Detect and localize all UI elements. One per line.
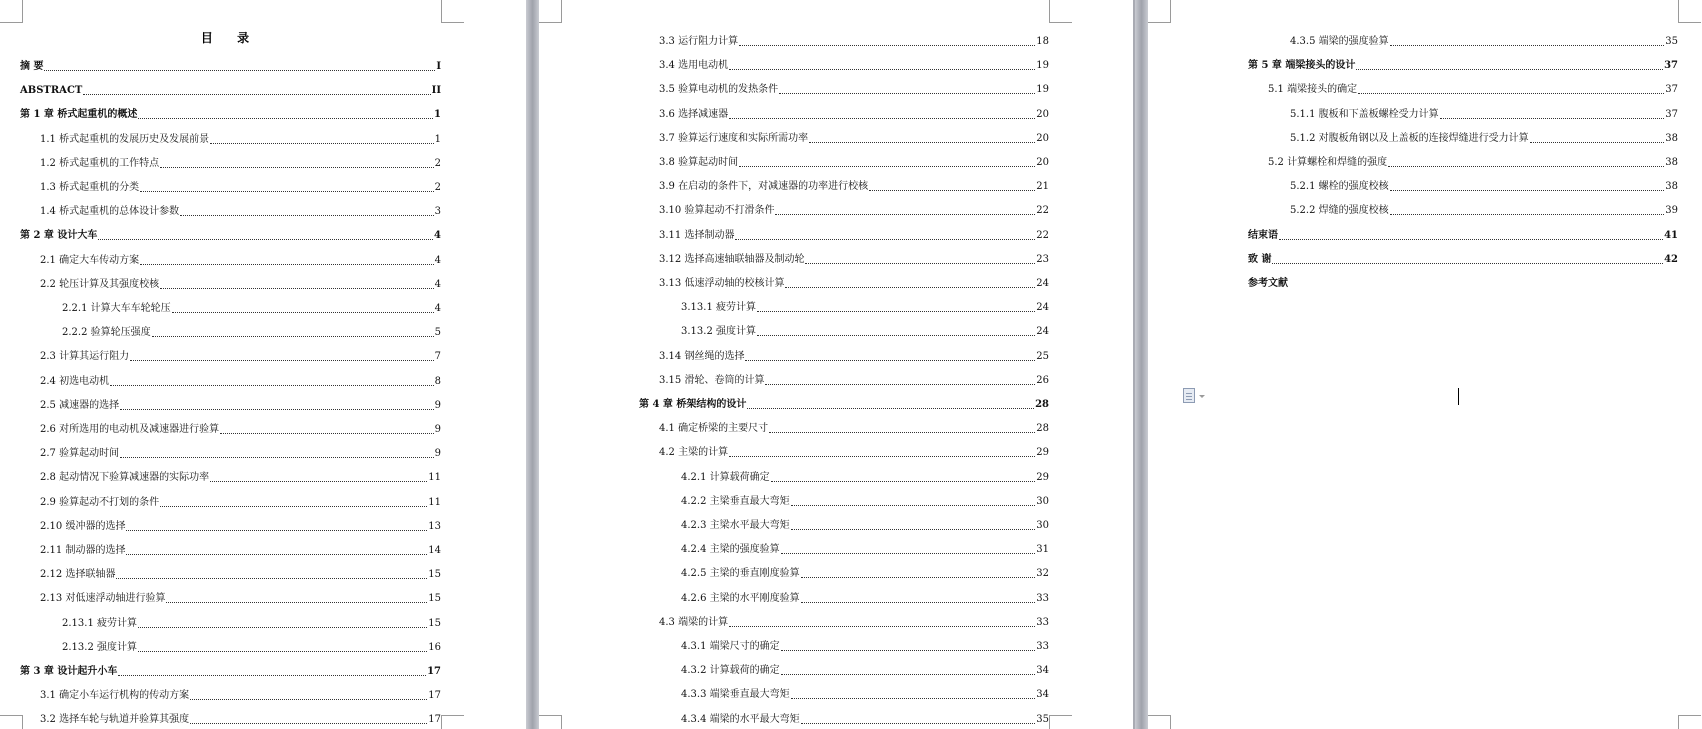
toc-entry-label: 5.2.1 螺栓的强度校核 [1290, 181, 1389, 193]
toc-entry[interactable] [681, 302, 1049, 314]
toc-entry-label: 2.4 初选电动机 [40, 375, 110, 387]
toc-leader-dots [739, 166, 1035, 167]
toc-leader-dots [140, 264, 434, 265]
toc-page-number: 17 [427, 666, 441, 677]
toc-entry[interactable] [1268, 84, 1678, 96]
toc-entry-label: 4.2.6 主梁的水平刚度验算 [681, 592, 800, 604]
toc-leader-dots [120, 457, 434, 458]
toc-entry-label: 2.13.1 疲劳计算 [62, 617, 137, 629]
toc-leader-dots [729, 626, 1035, 627]
toc-entry[interactable] [659, 230, 1049, 242]
toc-entry[interactable] [681, 593, 1049, 605]
toc-entry[interactable] [40, 569, 441, 581]
paste-options-icon[interactable] [1183, 388, 1195, 403]
toc-leader-dots [98, 239, 433, 240]
toc-entry-label: 1.2 桥式起重机的工作特点 [40, 157, 160, 169]
toc-page-number: 29 [1036, 471, 1049, 483]
chevron-down-icon[interactable] [1199, 395, 1205, 398]
toc-entry-label: 2.2.1 计算大车车轮轮压 [62, 303, 171, 314]
toc-entry-label: 2.8 起动情况下验算减速器的实际功率 [40, 472, 210, 484]
toc-leader-dots [1530, 142, 1665, 143]
toc-entry[interactable] [659, 181, 1049, 193]
toc-entry-label: 3.2 选择车轮与轨道并验算其强度 [40, 714, 190, 726]
toc-entry-label: 第 5 章 端梁接头的设计 [1248, 60, 1356, 72]
toc-entry-label: 1.4 桥式起重机的总体设计参数 [40, 206, 180, 218]
toc-leader-dots [220, 433, 434, 434]
toc-leader-dots [739, 45, 1035, 46]
toc-page-number: 35 [1665, 36, 1678, 47]
toc-leader-dots [116, 578, 427, 579]
toc-entry-label: 3.13.2 强度计算 [681, 326, 756, 338]
toc-page-number: 34 [1036, 665, 1049, 677]
toc-page-number: 38 [1665, 132, 1678, 144]
toc-page-number: 38 [1665, 181, 1678, 193]
toc-entry-label: 摘 要 [20, 61, 44, 72]
toc-page-number: 17 [428, 714, 441, 726]
toc-entry[interactable] [659, 36, 1049, 48]
toc-entry[interactable] [1290, 36, 1678, 48]
crop-mark [1049, 715, 1072, 729]
page-gutter [1135, 0, 1148, 729]
toc-entry[interactable] [62, 303, 441, 315]
toc-page-number: 1 [434, 109, 441, 121]
toc-entry-label: 4.3.3 端梁垂直最大弯矩 [681, 689, 790, 701]
toc-entry[interactable] [40, 255, 441, 267]
toc-entry-label: 4.2.2 主梁垂直最大弯矩 [681, 495, 790, 507]
toc-entry-label: 1.1 桥式起重机的发展历史及发展前景 [40, 133, 210, 145]
toc-entry[interactable] [1248, 230, 1678, 242]
toc-entry-label: 4.1 确定桥梁的主要尺寸 [659, 423, 769, 435]
toc-entry-label: 5.1 端梁接头的确定 [1268, 84, 1358, 96]
toc-entry[interactable] [659, 133, 1049, 145]
toc-leader-dots [1358, 93, 1664, 94]
toc-leader-dots [729, 69, 1035, 70]
toc-page-number: 21 [1036, 181, 1049, 193]
crop-mark [1678, 715, 1701, 729]
toc-leader-dots [735, 239, 1035, 240]
toc-leader-dots [779, 93, 1035, 94]
toc-page-number: 4 [434, 230, 441, 242]
crop-mark [1049, 0, 1072, 23]
toc-entry[interactable] [1290, 133, 1678, 145]
toc-entry-label: 2.11 制动器的选择 [40, 545, 126, 556]
toc-leader-dots [160, 506, 427, 507]
crop-mark [1148, 715, 1171, 729]
toc-entry[interactable] [40, 134, 441, 146]
toc-page-number: 15 [428, 593, 441, 605]
toc-page-number: 32 [1036, 568, 1049, 580]
toc-leader-dots [781, 650, 1036, 651]
toc-page-number: 16 [428, 641, 441, 653]
toc-leader-dots [110, 385, 434, 386]
toc-leader-dots [190, 699, 427, 700]
toc-entry[interactable] [40, 424, 441, 436]
toc-entry[interactable] [659, 109, 1049, 121]
toc-leader-dots [785, 287, 1035, 288]
toc-page-number: 33 [1036, 641, 1049, 652]
toc-leader-dots [160, 288, 434, 289]
toc-entry-label: 3.1 确定小车运行机构的传动方案 [40, 690, 190, 702]
toc-entry[interactable] [681, 472, 1049, 484]
toc-entry[interactable] [681, 689, 1049, 701]
toc-leader-dots [1440, 118, 1665, 119]
toc-leader-dots [791, 698, 1036, 699]
toc-page-number: 33 [1036, 616, 1049, 628]
toc-page-number: II [431, 85, 441, 97]
toc-entry[interactable] [659, 617, 1049, 629]
toc-page-number: 19 [1036, 60, 1049, 72]
toc-page-number: 9 [434, 424, 441, 435]
toc-heading: 目 录 [200, 31, 260, 45]
toc-entry-label: 2.13 对低速浮动轴进行验算 [40, 593, 166, 605]
toc-page-number: I [436, 61, 441, 72]
toc-entry[interactable] [40, 545, 441, 557]
toc-page-number: 34 [1036, 689, 1049, 701]
toc-entry[interactable] [1248, 60, 1678, 72]
toc-entry-label: 结束语 [1248, 229, 1278, 241]
toc-entry[interactable] [62, 327, 441, 339]
toc-leader-dots [729, 456, 1035, 457]
toc-entry[interactable] [62, 642, 441, 654]
toc-leader-dots [729, 118, 1035, 119]
toc-entry[interactable] [40, 400, 441, 412]
toc-leader-dots [138, 651, 427, 652]
toc-entry[interactable] [681, 641, 1049, 653]
toc-entry-label: 2.12 选择联轴器 [40, 569, 116, 581]
toc-leader-dots [166, 602, 427, 603]
toc-page-number: 4 [434, 303, 441, 314]
page-gutter [526, 0, 539, 729]
toc-page-number: 22 [1036, 205, 1049, 217]
toc-page-number: 39 [1665, 205, 1678, 217]
toc-page-number: 20 [1036, 108, 1049, 120]
toc-leader-dots [781, 674, 1036, 675]
toc-page-number: 30 [1036, 495, 1049, 507]
toc-leader-dots [130, 360, 434, 361]
toc-entry[interactable] [40, 472, 441, 484]
toc-entry-label: 3.3 运行阻力计算 [659, 36, 739, 47]
toc-leader-dots [781, 553, 1036, 554]
toc-page-number: 26 [1036, 374, 1049, 386]
toc-leader-dots [809, 142, 1035, 143]
toc-entry[interactable] [639, 399, 1049, 411]
toc-leader-dots [44, 70, 435, 71]
toc-page-number: 2 [434, 157, 441, 169]
toc-entry-label: 3.4 选用电动机 [659, 60, 729, 72]
toc-leader-dots [747, 408, 1034, 409]
toc-entry-label: 2.5 减速器的选择 [40, 399, 120, 411]
toc-page-number: 37 [1665, 84, 1678, 96]
toc-entry-label: 第 2 章 设计大车 [20, 230, 98, 242]
toc-entry-label: 4.2.1 计算载荷确定 [681, 471, 770, 483]
toc-leader-dots [118, 675, 426, 676]
toc-page-number: 42 [1664, 253, 1678, 265]
toc-leader-dots [1356, 69, 1663, 70]
toc-page-number: 33 [1036, 592, 1049, 604]
toc-entry-label: 4.2 主梁的计算 [659, 447, 729, 459]
toc-entry-label: 3.10 验算起动不打滑条件 [659, 205, 775, 217]
document-page-2[interactable] [539, 0, 1133, 729]
toc-page-number: 24 [1036, 278, 1049, 289]
toc-page-number: 2 [434, 182, 441, 193]
crop-mark [1678, 0, 1701, 23]
toc-leader-dots [1390, 214, 1665, 215]
document-page-3[interactable] [1148, 0, 1702, 729]
toc-page-number: 7 [434, 351, 441, 363]
toc-page-number: 9 [434, 399, 441, 411]
toc-entry[interactable] [659, 84, 1049, 96]
toc-page-number: 14 [428, 545, 441, 556]
toc-leader-dots [152, 336, 434, 337]
toc-page-number: 20 [1036, 157, 1049, 168]
toc-entry-label: 第 1 章 桥式起重机的概述 [20, 109, 138, 121]
toc-page-number: 37 [1665, 108, 1678, 120]
toc-entry-label: 3.11 选择制动器 [659, 229, 735, 241]
toc-leader-dots [138, 118, 433, 119]
toc-entry[interactable] [659, 423, 1049, 435]
document-page-1[interactable] [0, 0, 526, 729]
toc-leader-dots [775, 214, 1035, 215]
toc-leader-dots [1390, 45, 1665, 46]
toc-page-number: 11 [428, 472, 441, 484]
toc-page-number: 28 [1035, 399, 1049, 410]
toc-entry[interactable] [20, 61, 441, 73]
toc-entry-label: 4.3.1 端梁尺寸的确定 [681, 641, 780, 652]
toc-page-number: 41 [1664, 229, 1678, 241]
crop-mark [441, 715, 464, 729]
toc-entry-label: 第 4 章 桥架结构的设计 [639, 399, 747, 410]
toc-entry[interactable] [62, 618, 441, 630]
toc-entry-label: 2.9 验算起动不打划的条件 [40, 496, 160, 508]
toc-entry[interactable] [1290, 181, 1678, 193]
toc-leader-dots [1272, 263, 1663, 264]
toc-page-number: 24 [1036, 326, 1049, 338]
toc-entry[interactable] [681, 714, 1049, 726]
toc-entry[interactable] [659, 205, 1049, 217]
toc-entry[interactable] [1248, 254, 1678, 266]
toc-entry[interactable] [659, 375, 1049, 387]
toc-entry-label: 3.8 验算起动时间 [659, 157, 739, 168]
toc-leader-dots [769, 432, 1035, 433]
toc-page-number: 8 [434, 375, 441, 387]
toc-page-number: 30 [1036, 520, 1049, 531]
crop-mark [539, 0, 562, 23]
crop-mark [0, 0, 23, 23]
toc-page-number: 23 [1036, 253, 1049, 265]
toc-page-number: 17 [428, 690, 441, 702]
toc-leader-dots [745, 360, 1035, 361]
toc-entry[interactable] [20, 230, 441, 242]
toc-leader-dots [757, 311, 1035, 312]
toc-leader-dots [120, 409, 434, 410]
toc-entry-label: 3.5 验算电动机的发热条件 [659, 84, 779, 96]
toc-entry[interactable] [659, 447, 1049, 459]
crop-mark [0, 715, 23, 729]
toc-entry[interactable] [40, 182, 441, 194]
toc-entry-label: 3.9 在启动的条件下，对减速器的功率进行校核 [659, 181, 869, 193]
toc-entry-label: 4.2.3 主梁水平最大弯矩 [681, 520, 790, 531]
toc-entry-label: 2.13.2 强度计算 [62, 641, 137, 653]
toc-entry-label: 3.7 验算运行速度和实际所需功率 [659, 132, 809, 144]
toc-entry-label: 2.6 对所选用的电动机及减速器进行验算 [40, 424, 220, 435]
toc-page-number: 1 [434, 133, 441, 145]
toc-leader-dots [1388, 166, 1664, 167]
toc-leader-dots [771, 481, 1036, 482]
toc-entry-label: 5.2 计算螺栓和焊缝的强度 [1268, 157, 1388, 168]
toc-leader-dots [801, 602, 1036, 603]
toc-leader-dots [801, 577, 1036, 578]
toc-entry[interactable] [659, 351, 1049, 363]
toc-entry-label: 5.2.2 焊缝的强度校核 [1290, 205, 1389, 217]
toc-entry[interactable] [40, 714, 441, 726]
toc-page-number: 28 [1036, 423, 1049, 435]
toc-entry[interactable] [40, 206, 441, 218]
toc-entry-label: 3.13.1 疲劳计算 [681, 302, 756, 314]
toc-entry[interactable] [40, 690, 441, 702]
toc-entry-label: 4.3.5 端梁的强度验算 [1290, 36, 1389, 47]
toc-page-number: 38 [1665, 157, 1678, 168]
toc-entry[interactable] [20, 109, 441, 121]
toc-entry[interactable] [659, 60, 1049, 72]
toc-leader-dots [791, 505, 1036, 506]
toc-leader-dots [869, 190, 1035, 191]
toc-entry[interactable] [40, 448, 441, 460]
toc-leader-dots [1390, 190, 1665, 191]
toc-page-number: 4 [434, 254, 441, 266]
toc-page-number: 11 [428, 496, 441, 508]
toc-entry-label: 4.3.2 计算载荷的确定 [681, 665, 780, 677]
toc-page-number: 5 [434, 327, 441, 339]
toc-entry-label: 3.13 低速浮动轴的校核计算 [659, 278, 785, 289]
toc-page-number: 22 [1036, 229, 1049, 241]
toc-page-number: 20 [1036, 132, 1049, 144]
toc-entry-label: 3.15 滑轮、卷筒的计算 [659, 374, 765, 386]
toc-entry[interactable] [659, 278, 1049, 290]
toc-entry[interactable] [1290, 109, 1678, 121]
toc-leader-dots [210, 143, 434, 144]
toc-entry[interactable] [40, 593, 441, 605]
toc-entry[interactable] [40, 158, 441, 170]
toc-entry-label: 1.3 桥式起重机的分类 [40, 182, 140, 193]
toc-entry-label: 4.3.4 端梁的水平最大弯矩 [681, 713, 800, 725]
toc-entry-label: 参考文献 [1248, 278, 1288, 289]
toc-entry[interactable] [681, 568, 1049, 580]
toc-entry[interactable] [1290, 205, 1678, 217]
toc-entry-label: 4.2.4 主梁的强度验算 [681, 544, 780, 556]
toc-page-number: 3 [434, 206, 441, 218]
toc-leader-dots [180, 215, 434, 216]
toc-entry[interactable] [40, 497, 441, 509]
toc-entry-label: 3.14 钢丝绳的选择 [659, 350, 745, 362]
toc-entry[interactable] [659, 157, 1049, 169]
toc-entry[interactable] [20, 85, 441, 97]
toc-entry[interactable] [681, 544, 1049, 556]
toc-entry-label: 2.7 验算起动时间 [40, 448, 120, 460]
toc-leader-dots [138, 627, 427, 628]
toc-leader-dots [126, 554, 427, 555]
toc-entry-label: 4.3 端梁的计算 [659, 616, 729, 628]
toc-entry-label: ABSTRACT [20, 85, 83, 97]
toc-page-number: 25 [1036, 350, 1049, 362]
toc-entry-label: 致 谢 [1248, 253, 1272, 265]
toc-page-number: 4 [434, 278, 441, 290]
toc-entry-label: 第 3 章 设计起升小车 [20, 666, 118, 677]
toc-entry[interactable] [40, 351, 441, 363]
toc-leader-dots [1279, 239, 1663, 240]
text-cursor [1458, 388, 1459, 405]
toc-page-number: 29 [1036, 447, 1049, 459]
toc-entry-label: 2.2 轮压计算及其强度校核 [40, 278, 160, 290]
toc-entry-label: 5.1.2 对腹板角钢以及上盖板的连接焊缝进行受力计算 [1290, 132, 1529, 144]
toc-leader-dots [172, 312, 434, 313]
toc-leader-dots [83, 94, 430, 95]
toc-entry[interactable] [681, 665, 1049, 677]
toc-entry-label: 2.2.2 验算轮压强度 [62, 327, 151, 339]
toc-page-number: 15 [428, 617, 441, 629]
toc-entry-label: 2.3 计算其运行阻力 [40, 351, 130, 363]
toc-leader-dots [757, 335, 1035, 336]
toc-entry[interactable] [681, 520, 1049, 532]
toc-page-number: 13 [428, 520, 441, 532]
toc-entry[interactable] [659, 254, 1049, 266]
toc-entry[interactable] [681, 496, 1049, 508]
toc-entry[interactable] [681, 326, 1049, 338]
toc-entry-label: 3.6 选择减速器 [659, 108, 729, 120]
toc-entry-label: 4.2.5 主梁的垂直刚度验算 [681, 568, 800, 580]
toc-page-number: 9 [434, 448, 441, 460]
toc-entry[interactable] [40, 279, 441, 291]
toc-leader-dots [765, 384, 1035, 385]
toc-entry-label: 2.10 缓冲器的选择 [40, 520, 126, 532]
crop-mark [1148, 0, 1171, 23]
toc-entry-label: 5.1.1 腹板和下盖板螺栓受力计算 [1290, 108, 1439, 120]
crop-mark [539, 715, 562, 729]
toc-entry[interactable] [20, 666, 441, 678]
toc-entry[interactable] [1248, 278, 1678, 290]
crop-mark [441, 0, 464, 23]
toc-leader-dots [791, 529, 1036, 530]
toc-entry-label: 3.12 选择高速轴联轴器及制动轮 [659, 253, 805, 265]
toc-page-number: 35 [1036, 713, 1049, 725]
toc-leader-dots [140, 191, 434, 192]
toc-entry-label: 2.1 确定大车传动方案 [40, 254, 140, 266]
toc-page-number: 19 [1036, 84, 1049, 96]
toc-leader-dots [801, 723, 1036, 724]
toc-entry[interactable] [40, 521, 441, 533]
toc-page-number: 37 [1664, 60, 1678, 72]
toc-entry[interactable] [1268, 157, 1678, 169]
toc-page-number: 15 [428, 569, 441, 581]
toc-leader-dots [126, 530, 427, 531]
toc-leader-dots [190, 723, 427, 724]
toc-entry[interactable] [40, 376, 441, 388]
toc-leader-dots [160, 167, 434, 168]
toc-leader-dots [805, 263, 1035, 264]
toc-page-number: 31 [1036, 544, 1049, 556]
toc-leader-dots [210, 481, 427, 482]
toc-page-number: 24 [1036, 302, 1049, 314]
toc-page-number: 18 [1036, 36, 1049, 47]
